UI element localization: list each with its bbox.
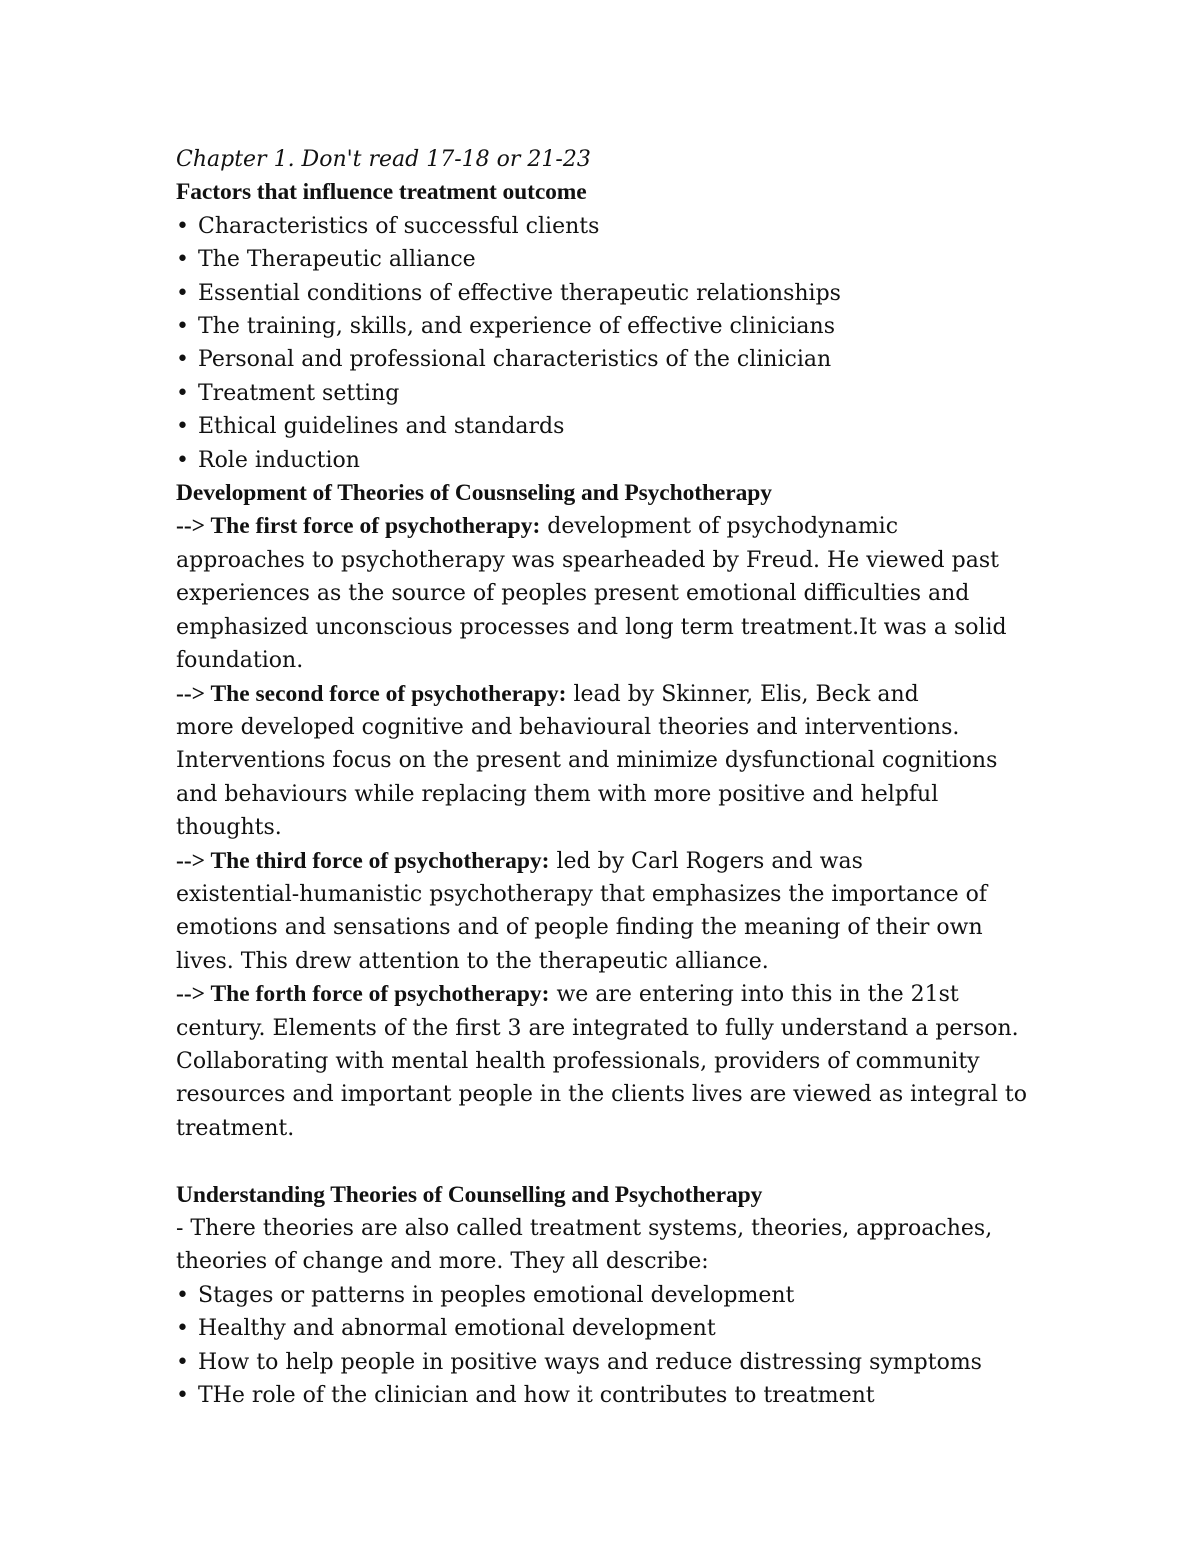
list-item: • Role induction (176, 444, 1016, 477)
bullet-icon: • (176, 1316, 189, 1342)
chapter-note: Chapter 1. Don't read 17-18 or 21-23 (176, 147, 591, 172)
blank-line (176, 1145, 1016, 1178)
bullet-icon: • (176, 347, 189, 373)
force-paragraph-first: --> The first force of psychotherapy: development of psychodynamic approaches to psychotherapy was spearheaded by Freud. He viewed past experiences as the source of peoples present emotional difficulties and emphasized unconscious processes and long term treatment.It was a solid foundation. (176, 513, 1007, 674)
bullet-icon: • (176, 247, 189, 273)
bullet-icon: • (176, 1282, 189, 1308)
list-item: • The training, skills, and experience of effective clinicians (176, 310, 1016, 343)
list-item: • Essential conditions of effective therapeutic relationships (176, 277, 1016, 310)
force-paragraph-third: --> The third force of psychotherapy: led by Carl Rogers and was existential-humanistic psychotherapy that emphasizes the importance of emotions and sensations and of people finding the meaning of their own lives. This drew attention to the therapeutic alliance. (176, 847, 987, 974)
list-item: • Characteristics of successful clients (176, 210, 1016, 243)
bullet-icon: • (176, 213, 189, 239)
list-item: • Healthy and abnormal emotional development (176, 1312, 1016, 1345)
force-lead: --> The third force of psychotherapy: (176, 847, 550, 874)
list-item: • Stages or patterns in peoples emotional development (176, 1279, 1016, 1312)
list-item: • How to help people in positive ways and reduce distressing symptoms (176, 1346, 1016, 1379)
section-heading-factors: Factors that influence treatment outcome (176, 179, 587, 206)
list-item: • Personal and professional characteristics of the clinician (176, 343, 1016, 376)
list-item: • The Therapeutic alliance (176, 243, 1016, 276)
list-item: • Ethical guidelines and standards (176, 410, 1016, 443)
force-lead: --> The second force of psychotherapy: (176, 680, 567, 707)
section-heading-development: Development of Theories of Cousnseling and Psychotherapy (176, 480, 772, 507)
force-paragraph-second: --> The second force of psychotherapy: lead by Skinner, Elis, Beck and more developed cognitive and behavioural theories and interventions. Interventions focus on the present and minimize dysfunctional cognitions and behaviours while replacing them with more positive and helpful thoughts. (176, 680, 998, 841)
list-item: • Treatment setting (176, 377, 1016, 410)
section-heading-understanding: Understanding Theories of Counselling and Psychotherapy (176, 1181, 763, 1208)
force-paragraph-fourth: --> The forth force of psychotherapy: we are entering into this in the 21st century. Elements of the first 3 are integrated to fully understand a person. Collaborating with mental health professionals, providers of community resources and important people in the clients lives are viewed as integral to treatment. (176, 981, 1028, 1141)
list-item: • THe role of the clinician and how it contributes to treatment (176, 1379, 1016, 1412)
bullet-icon: • (176, 414, 189, 440)
bullet-icon: • (176, 447, 189, 473)
understanding-intro: - There theories are also called treatment systems, theories, approaches, theories of change and more. They all describe: (176, 1215, 993, 1275)
bullet-icon: • (176, 314, 189, 340)
document-page (176, 143, 1028, 1412)
bullet-icon: • (176, 280, 189, 306)
force-lead: --> The first force of psychotherapy: (176, 513, 541, 540)
factors-list (176, 210, 1016, 477)
bullet-icon: • (176, 1383, 189, 1409)
bullet-icon: • (176, 1349, 189, 1375)
theories-describe-list (176, 1279, 1016, 1413)
force-lead: --> The forth force of psychotherapy: (176, 981, 550, 1008)
bullet-icon: • (176, 380, 189, 406)
